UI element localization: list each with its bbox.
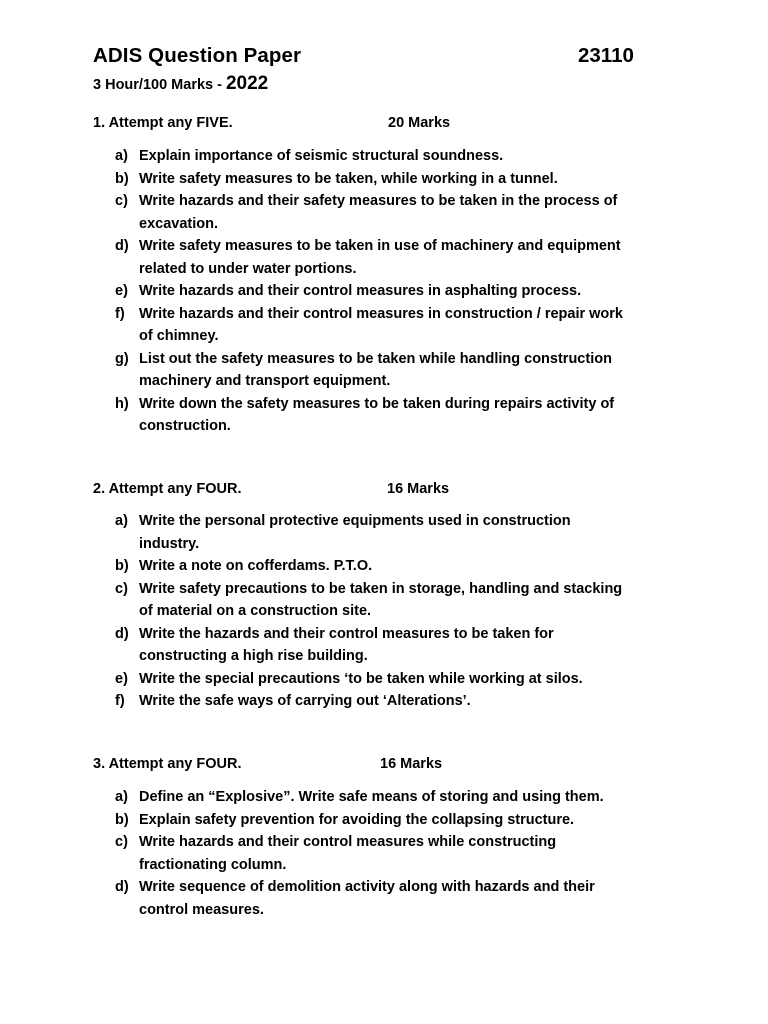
question-label: d) xyxy=(115,238,129,254)
question-line: Write the special precautions ‘to be taken while working at silos. xyxy=(139,670,583,687)
question-label: c) xyxy=(115,193,128,209)
question-text xyxy=(139,235,675,280)
question-text xyxy=(139,786,675,809)
question-3d xyxy=(115,876,675,921)
question-line: control measures. xyxy=(139,901,264,918)
section-1-marks: 20 Marks xyxy=(388,115,451,131)
question-1a xyxy=(115,145,675,168)
question-line: Write down the safety measures to be taken during repairs activity of xyxy=(139,395,615,412)
question-text xyxy=(139,168,675,191)
question-text xyxy=(139,578,675,623)
question-label: h) xyxy=(115,395,129,412)
section-3-instruction: 3. Attempt any FOUR. xyxy=(93,756,242,772)
section-2-question-list xyxy=(115,510,675,713)
duration-marks-line xyxy=(93,73,268,95)
question-2b xyxy=(115,555,675,578)
question-line: Write hazards and their control measures in asphalting process. xyxy=(139,283,582,299)
question-label: b) xyxy=(115,558,129,574)
question-line: Write safety measures to be taken in use of machinery and equipment xyxy=(139,238,621,254)
question-line: Write the hazards and their control measures to be taken for xyxy=(139,625,554,642)
question-1f xyxy=(115,303,675,348)
section-2 xyxy=(93,481,693,709)
section-3 xyxy=(93,756,693,918)
question-2d xyxy=(115,623,675,668)
question-text xyxy=(139,393,675,438)
question-text xyxy=(139,348,675,393)
question-line: Write the safe ways of carrying out ‘Alterations’. xyxy=(139,693,471,709)
question-line: machinery and transport equipment. xyxy=(139,373,391,389)
question-text xyxy=(139,303,675,348)
question-line: Write the personal protective equipments used in construction xyxy=(139,513,571,529)
section-1-instruction: 1. Attempt any FIVE. xyxy=(93,115,233,131)
section-2-marks: 16 Marks xyxy=(387,481,450,497)
question-label: g) xyxy=(115,350,129,367)
question-line: construction. xyxy=(139,418,231,434)
question-1b xyxy=(115,168,675,191)
duration-marks-text: 3 Hour/100 Marks - xyxy=(93,77,226,93)
exam-year: 2022 xyxy=(225,73,269,94)
question-3c xyxy=(115,831,675,876)
question-text xyxy=(139,510,675,555)
section-1 xyxy=(93,115,693,434)
question-2a xyxy=(115,510,675,555)
question-line: Write hazards and their safety measures to be taken in the process of xyxy=(139,193,618,209)
question-line: Write a note on cofferdams. P.T.O. xyxy=(139,558,373,574)
question-label: a) xyxy=(115,513,128,529)
question-line: Write sequence of demolition activity along with hazards and their xyxy=(139,879,595,895)
question-line: Write safety measures to be taken, while working in a tunnel. xyxy=(139,170,558,187)
question-line: Write safety precautions to be taken in storage, handling and stacking xyxy=(139,580,623,597)
question-text xyxy=(139,555,675,578)
question-1d xyxy=(115,235,675,280)
question-line: Explain safety prevention for avoiding the collapsing structure. xyxy=(139,811,575,828)
question-1e xyxy=(115,280,675,303)
question-line: excavation. xyxy=(139,215,218,232)
section-1-header xyxy=(93,115,693,135)
question-1g xyxy=(115,348,675,393)
section-1-question-list xyxy=(115,145,675,438)
question-text xyxy=(139,190,675,235)
question-label: e) xyxy=(115,670,128,687)
question-label: b) xyxy=(115,811,129,828)
question-1h xyxy=(115,393,675,438)
question-2e xyxy=(115,668,675,691)
question-text xyxy=(139,831,675,876)
question-1c xyxy=(115,190,675,235)
question-line: related to under water portions. xyxy=(139,260,357,277)
question-text xyxy=(139,280,675,303)
question-text xyxy=(139,690,675,713)
question-label: a) xyxy=(115,148,128,164)
section-2-instruction: 2. Attempt any FOUR. xyxy=(93,481,242,497)
section-3-question-list xyxy=(115,786,675,921)
question-line: Write hazards and their control measures in construction / repair work xyxy=(139,305,623,322)
question-text xyxy=(139,809,675,832)
question-label: c) xyxy=(115,580,128,597)
question-line: Write hazards and their control measures while constructing xyxy=(139,834,557,850)
question-3b xyxy=(115,809,675,832)
question-line: fractionating column. xyxy=(139,856,287,873)
question-text xyxy=(139,145,675,168)
section-2-header xyxy=(93,481,693,501)
question-text xyxy=(139,876,675,921)
question-label: d) xyxy=(115,625,129,642)
question-line: constructing a high rise building. xyxy=(139,648,368,664)
question-3a xyxy=(115,786,675,809)
question-2c xyxy=(115,578,675,623)
question-line: Define an “Explosive”. Write safe means of storing and using them. xyxy=(139,789,604,805)
question-2f xyxy=(115,690,675,713)
question-text xyxy=(139,668,675,691)
question-label: e) xyxy=(115,283,128,299)
question-line: industry. xyxy=(139,535,200,552)
question-label: c) xyxy=(115,834,128,850)
question-label: a) xyxy=(115,789,128,805)
question-line: of chimney. xyxy=(139,328,219,344)
paper-title: ADIS Question Paper xyxy=(93,44,302,67)
question-label: b) xyxy=(115,170,129,187)
question-label: d) xyxy=(115,879,129,895)
section-3-marks: 16 Marks xyxy=(380,756,443,772)
question-label: f) xyxy=(115,305,125,322)
question-text xyxy=(139,623,675,668)
section-3-header xyxy=(93,756,693,776)
question-line: of material on a construction site. xyxy=(139,603,372,619)
question-line: List out the safety measures to be taken while handling construction xyxy=(139,350,612,367)
question-line: Explain importance of seismic structural soundness. xyxy=(139,148,504,164)
paper-code: 23110 xyxy=(578,44,634,67)
question-label: f) xyxy=(115,693,125,709)
